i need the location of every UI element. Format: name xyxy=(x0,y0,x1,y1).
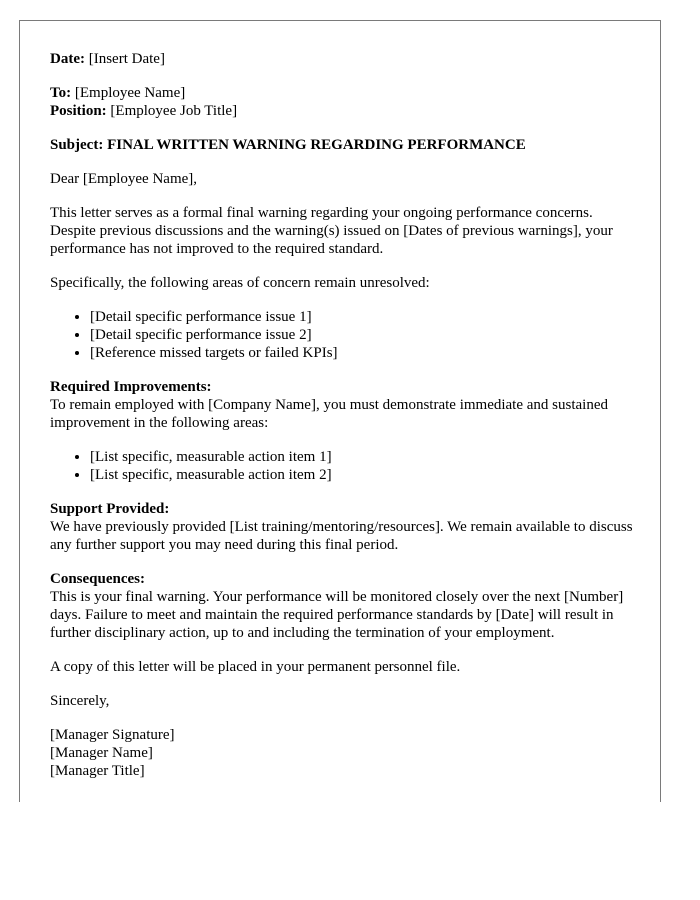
consequences-heading: Consequences: xyxy=(50,571,146,587)
to-value: [Employee Name] xyxy=(74,85,186,101)
closing: Sincerely, xyxy=(50,693,110,709)
manager-name: [Manager Name] xyxy=(50,745,153,761)
date-value: [Insert Date] xyxy=(88,51,165,67)
concern-item: • [Detail specific performance issue 1] xyxy=(90,308,640,326)
improvements-text: To remain employed with [Company Name], you must demonstrate immediate and sustained improvement in the following areas: xyxy=(50,397,608,431)
manager-signature: [Manager Signature] xyxy=(50,727,175,743)
improvements-list xyxy=(50,448,640,484)
consequences-section xyxy=(50,570,640,642)
letter-page xyxy=(19,20,661,802)
position-value: [Employee Job Title] xyxy=(110,103,238,119)
position-label: Position: xyxy=(50,103,107,119)
date-label: Date: xyxy=(50,51,85,67)
manager-title: [Manager Title] xyxy=(50,763,145,779)
improvement-item: • [List specific, measurable action item 1] xyxy=(90,448,640,466)
support-text: We have previously provided [List training/mentoring/resources]. We remain available to discuss any further support you may need during this final period. xyxy=(50,519,633,553)
concern-item: • [Reference missed targets or failed KPIs] xyxy=(90,344,640,362)
copy-note: A copy of this letter will be placed in your permanent personnel file. xyxy=(50,659,461,675)
greeting: Dear [Employee Name], xyxy=(50,171,198,187)
support-section xyxy=(50,500,640,554)
consequences-text: This is your final warning. Your performance will be monitored closely over the next [Number] days. Failure to meet and maintain the required performance standards by [Date] will result in further disciplinary action, up to and including the termination of your employment. xyxy=(50,589,624,641)
recipient-block xyxy=(50,84,640,120)
subject-value: FINAL WRITTEN WARNING REGARDING PERFORMANCE xyxy=(107,137,526,153)
improvement-item: • [List specific, measurable action item 2] xyxy=(90,466,640,484)
improvements-section xyxy=(50,378,640,432)
concern-item: • [Detail specific performance issue 2] xyxy=(90,326,640,344)
intro-paragraph: This letter serves as a formal final warning regarding your ongoing performance concerns. Despite previous discussions and the warning(s) issued on [Dates of previous warnings], your performance has not improved to the required standard. xyxy=(50,205,613,257)
concerns-list xyxy=(50,308,640,362)
improvements-heading: Required Improvements: xyxy=(50,379,212,395)
concerns-intro: Specifically, the following areas of concern remain unresolved: xyxy=(50,275,430,291)
date-line xyxy=(50,50,640,68)
subject-label: Subject: xyxy=(50,137,104,153)
letter-body xyxy=(50,50,640,796)
signature-block xyxy=(50,726,640,780)
subject-line xyxy=(50,136,640,154)
to-label: To: xyxy=(50,85,72,101)
support-heading: Support Provided: xyxy=(50,501,170,517)
